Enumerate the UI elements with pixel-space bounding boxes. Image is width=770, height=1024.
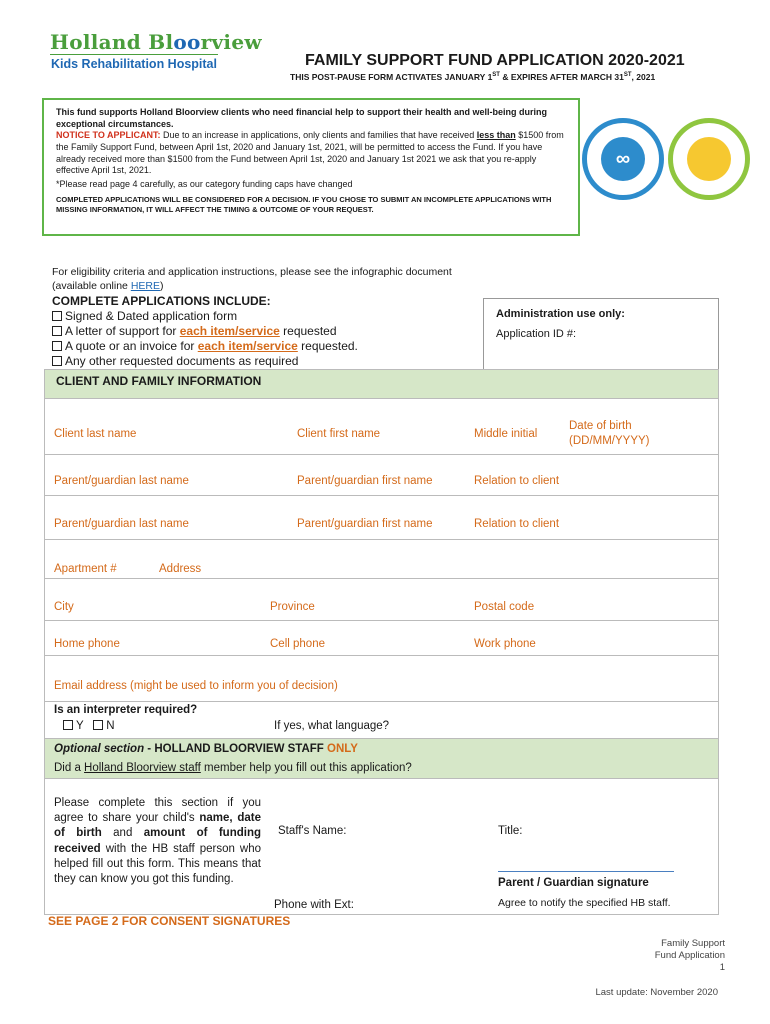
checkbox-other[interactable] — [52, 356, 62, 366]
middle-initial-field[interactable]: Middle initial — [474, 428, 538, 440]
pg-first-name-2[interactable]: Parent/guardian first name — [297, 518, 433, 530]
email-field[interactable]: Email address (might be used to inform you of decision) — [54, 680, 338, 692]
eligibility-text: For eligibility criteria and application instructions, please see the infographic document (available online HERE) — [52, 266, 452, 293]
interpreter-options: Y N — [63, 720, 115, 732]
staff-question: Did a Holland Bloorview staff member help you fill out this application? — [54, 762, 412, 774]
notice-text: NOTICE TO APPLICANT: Due to an increase in applications, only clients and families that have received less than $1500 from the Family Support Fund, between April 1st, 2020 and January 1st, 2021, will be permitted to access the Fund. If you have already received more than $1500 from the Fund between April 1st, 2020 and January 1st 2021 we ask that you re-apply effective April 1st, 2021. — [56, 130, 564, 176]
notice-intro: This fund supports Holland Bloorview clients who need financial help to support their health and well-being during exceptional circumstances. — [56, 107, 548, 129]
interpreter-no-checkbox[interactable] — [93, 720, 103, 730]
checkbox-quote[interactable] — [52, 341, 62, 351]
staff-name-field[interactable]: Staff's Name: — [278, 825, 347, 837]
logo-wordmark: Holland Bloorview — [50, 30, 262, 54]
agree-notify: Agree to notify the specified HB staff. — [498, 897, 671, 909]
checkbox-signed[interactable] — [52, 311, 62, 321]
address-field[interactable]: Address — [159, 563, 202, 575]
home-phone-field[interactable]: Home phone — [54, 638, 120, 650]
staff-section-header — [45, 739, 718, 779]
notice-warning: COMPLETED APPLICATIONS WILL BE CONSIDERED FOR A DECISION. IF YOU CHOSE TO SUBMIT AN INCOMPLETE APPLICATIONS WITH MISSING INFORMATION, IT WILL AFFECT THE TIMING & OUTCOME OF YOUR REQUEST. — [56, 194, 552, 214]
phone-ext-field[interactable]: Phone with Ext: — [274, 899, 354, 911]
apartment-field[interactable]: Apartment # — [54, 563, 117, 575]
work-phone-field[interactable]: Work phone — [474, 638, 536, 650]
city-field[interactable]: City — [54, 601, 74, 613]
language-field[interactable]: If yes, what language? — [274, 720, 390, 732]
client-first-name-field[interactable]: Client first name — [297, 428, 381, 440]
page-subtitle: THIS POST-PAUSE FORM ACTIVATES JANUARY 1ST & EXPIRES AFTER MARCH 31ST, 2021 — [290, 72, 656, 82]
signature-label: Parent / Guardian signature — [498, 877, 649, 889]
staff-consent-paragraph: Please complete this section if you agree to share your child's name, date of birth and amount of funding received with the HB staff person who helped fill out this form. This means that they can know you got this funding. — [54, 797, 262, 885]
notice-box — [42, 98, 580, 236]
relation-2[interactable]: Relation to client — [474, 518, 560, 530]
pg-last-name-1[interactable]: Parent/guardian last name — [54, 475, 189, 487]
dob-format: (DD/MM/YYYY) — [569, 435, 650, 447]
relation-1[interactable]: Relation to client — [474, 475, 560, 487]
accreditation-seal-icon: ∞ — [582, 118, 664, 200]
interpreter-question: Is an interpreter required? — [54, 704, 198, 716]
page-title: FAMILY SUPPORT FUND APPLICATION 2020-2021 — [305, 52, 685, 69]
client-section-header: CLIENT AND FAMILY INFORMATION — [45, 370, 718, 399]
page-number: 1 — [719, 961, 725, 973]
pg-first-name-1[interactable]: Parent/guardian first name — [297, 475, 433, 487]
logo-divider — [50, 54, 218, 55]
checklist: COMPLETE APPLICATIONS INCLUDE: Signed & Dated application form A letter of support for each item/service requested A quote or an invoice for each item/service requested. Any other requested documents as required — [52, 294, 358, 368]
interpreter-yes-checkbox[interactable] — [63, 720, 73, 730]
signature-line[interactable] — [498, 871, 674, 872]
client-last-name-field[interactable]: Client last name — [54, 428, 137, 440]
admin-box: Administration use only: Application ID #: — [483, 298, 719, 370]
infographic-link[interactable]: HERE — [130, 280, 160, 293]
province-field[interactable]: Province — [270, 601, 315, 613]
last-update: Last update: November 2020 — [595, 987, 718, 998]
pg-last-name-2[interactable]: Parent/guardian last name — [54, 518, 189, 530]
logo-subtitle: Kids Rehabilitation Hospital — [51, 57, 217, 71]
footer: Family Support Fund Application 1 — [654, 938, 725, 973]
postal-code-field[interactable]: Postal code — [474, 601, 535, 613]
dob-field[interactable]: Date of birth — [569, 420, 632, 432]
client-form — [44, 369, 719, 915]
notice-page4: *Please read page 4 carefully, as our category funding caps have changed — [56, 179, 353, 190]
family-partner-seal-icon — [668, 118, 750, 200]
checkbox-letter[interactable] — [52, 326, 62, 336]
cell-phone-field[interactable]: Cell phone — [270, 638, 325, 650]
staff-title-field[interactable]: Title: — [498, 825, 523, 837]
application-id-field[interactable]: Application ID #: — [496, 328, 577, 340]
see-page-2: SEE PAGE 2 FOR CONSENT SIGNATURES — [48, 914, 291, 928]
staff-section-title: Optional section - HOLLAND BLOORVIEW STAFF ONLY — [54, 743, 358, 755]
